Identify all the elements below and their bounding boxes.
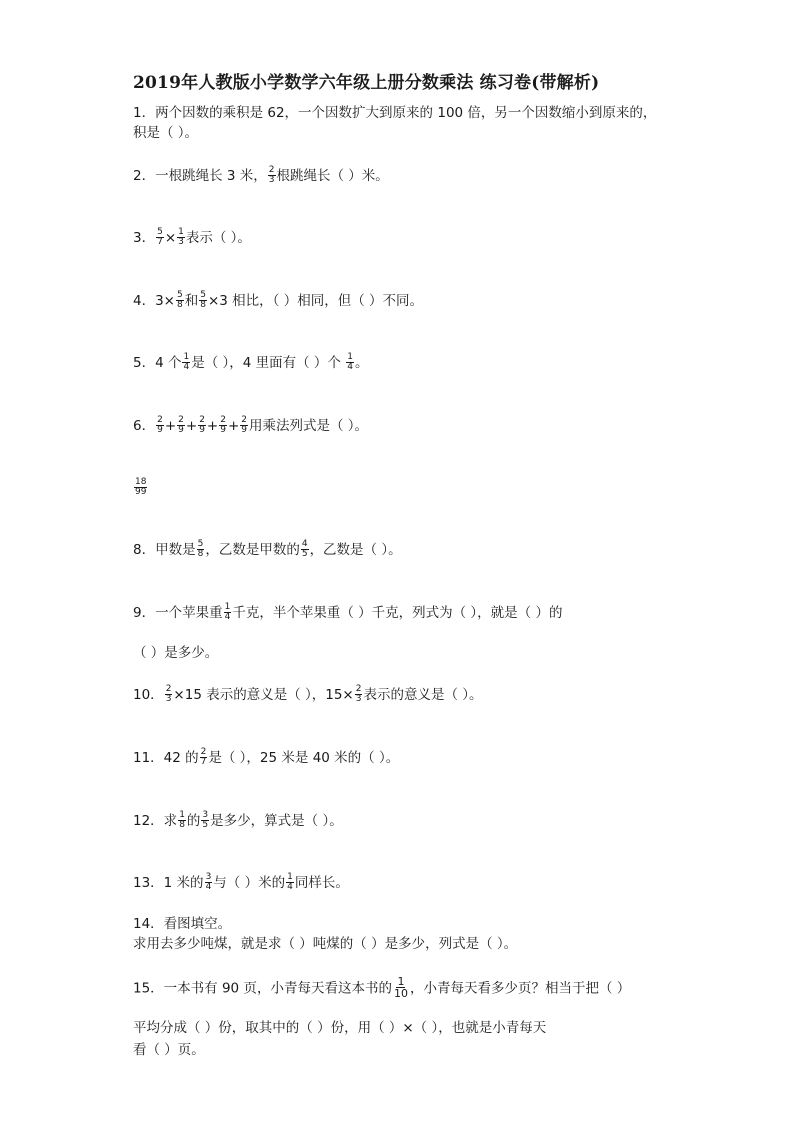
question-14: 14．看图填空。 [133, 916, 232, 932]
fraction: $\frac{2}{3}$ [268, 164, 275, 185]
fraction: $\frac{3}{4}$ [205, 871, 212, 892]
fraction: $\frac{5}{8}$ [177, 289, 183, 310]
question-9: 9．一个苹果重 $\frac{1}{4}$ 千克，半个苹果重（ ）千克，列式为（ ），就是（ ）的 [133, 601, 563, 622]
question-15-cont: 平均分成（ ）份，取其中的（ ）份，用（ ）×（ ），也就是小青每天 [133, 1020, 547, 1036]
fraction: $\frac{5}{8}$ [197, 538, 204, 559]
question-15-cont2: 看（ ）页。 [133, 1042, 205, 1058]
fraction: $\frac{1}{3}$ [178, 226, 184, 247]
fraction: $\frac{2}{9}$ [220, 414, 226, 435]
fraction: $\frac{2}{9}$ [241, 414, 248, 435]
fraction: $\frac{1}{4}$ [287, 871, 293, 892]
question-3: 3． $\frac{5}{7}$ × $\frac{1}{3}$ 表示（ ）。 [133, 226, 251, 247]
question-6: 6． $\frac{2}{9}$ + $\frac{2}{9}$ + $\frac{2}{9}$ + $\frac{2}{9}$ + $\frac{2}{9}$ 用乘法列式是（ ）。 [133, 414, 369, 435]
fraction: $\frac{1}{8}$ [179, 809, 185, 830]
question-15: 15．一本书有 90 页，小青每天看这本书的 $\frac{1}{10}$ ，小青每天看多少页？相当于把（ ） [133, 975, 631, 1000]
page-title: 2019年人教版小学数学六年级上册分数乘法 练习卷(带解析) [133, 73, 600, 93]
fraction: $\frac{1}{4}$ [347, 351, 353, 372]
fraction: $\frac{2}{9}$ [199, 414, 205, 435]
question-1-cont: 积是（ ）。 [133, 125, 199, 141]
fraction: $\frac{1}{4}$ [183, 351, 190, 372]
question-2: 2．一根跳绳长 3 米， $\frac{2}{3}$ 根跳绳长（ ）米。 [133, 164, 389, 185]
fraction: $\frac{2}{9}$ [178, 414, 184, 435]
fraction: $\frac{3}{5}$ [202, 809, 209, 830]
question-1: 1．两个因数的乘积是 62，一个因数扩大到原来的 100 倍，另一个因数缩小到原来的， [133, 105, 657, 121]
question-12: 12．求 $\frac{1}{8}$ 的 $\frac{3}{5}$ 是多少，算式是（ ）。 [133, 809, 343, 830]
question-11: 11．42 的 $\frac{2}{7}$ 是（ ），25 米是 40 米的（ ）。 [133, 746, 400, 767]
fraction: $\frac{2}{7}$ [200, 746, 207, 767]
question-10: 10． $\frac{2}{3}$ ×15 表示的意义是（ ），15× $\frac{2}{3}$ 表示的意义是（ ）。 [133, 683, 483, 704]
fraction: $\frac{5}{7}$ [157, 226, 163, 247]
fraction: $\frac{5}{8}$ [200, 289, 206, 310]
fraction: $\frac{2}{3}$ [355, 683, 362, 704]
question-14-cont: 求用去多少吨煤，就是求（ ）吨煤的（ ）是多少，列式是（ ）。 [133, 936, 518, 952]
fraction: $\frac{1}{4}$ [224, 601, 231, 622]
question-7-fraction [133, 478, 148, 498]
question-13: 13．1 米的 $\frac{3}{4}$ 与（ ）米的 $\frac{1}{4}$ 同样长。 [133, 871, 349, 892]
question-9-cont: （ ）是多少。 [133, 645, 219, 661]
fraction: $\frac{2}{9}$ [157, 414, 163, 435]
question-5: 5．4 个 $\frac{1}{4}$ 是（ ），4 里面有（ ）个 $\frac{1}{4}$ 。 [133, 351, 369, 372]
fraction: $\frac{4}{5}$ [301, 538, 308, 559]
fraction: $\frac{1}{10}$ [393, 975, 408, 1000]
fraction: $\frac{18}{99}$ [135, 476, 147, 497]
fraction: $\frac{2}{3}$ [165, 683, 172, 704]
question-4: 4．3× $\frac{5}{8}$ 和 $\frac{5}{8}$ ×3 相比，（ ）相同，但（ ）不同。 [133, 289, 423, 310]
question-8: 8．甲数是 $\frac{5}{8}$ ，乙数是甲数的 $\frac{4}{5}$ ，乙数是（ ）。 [133, 538, 402, 559]
